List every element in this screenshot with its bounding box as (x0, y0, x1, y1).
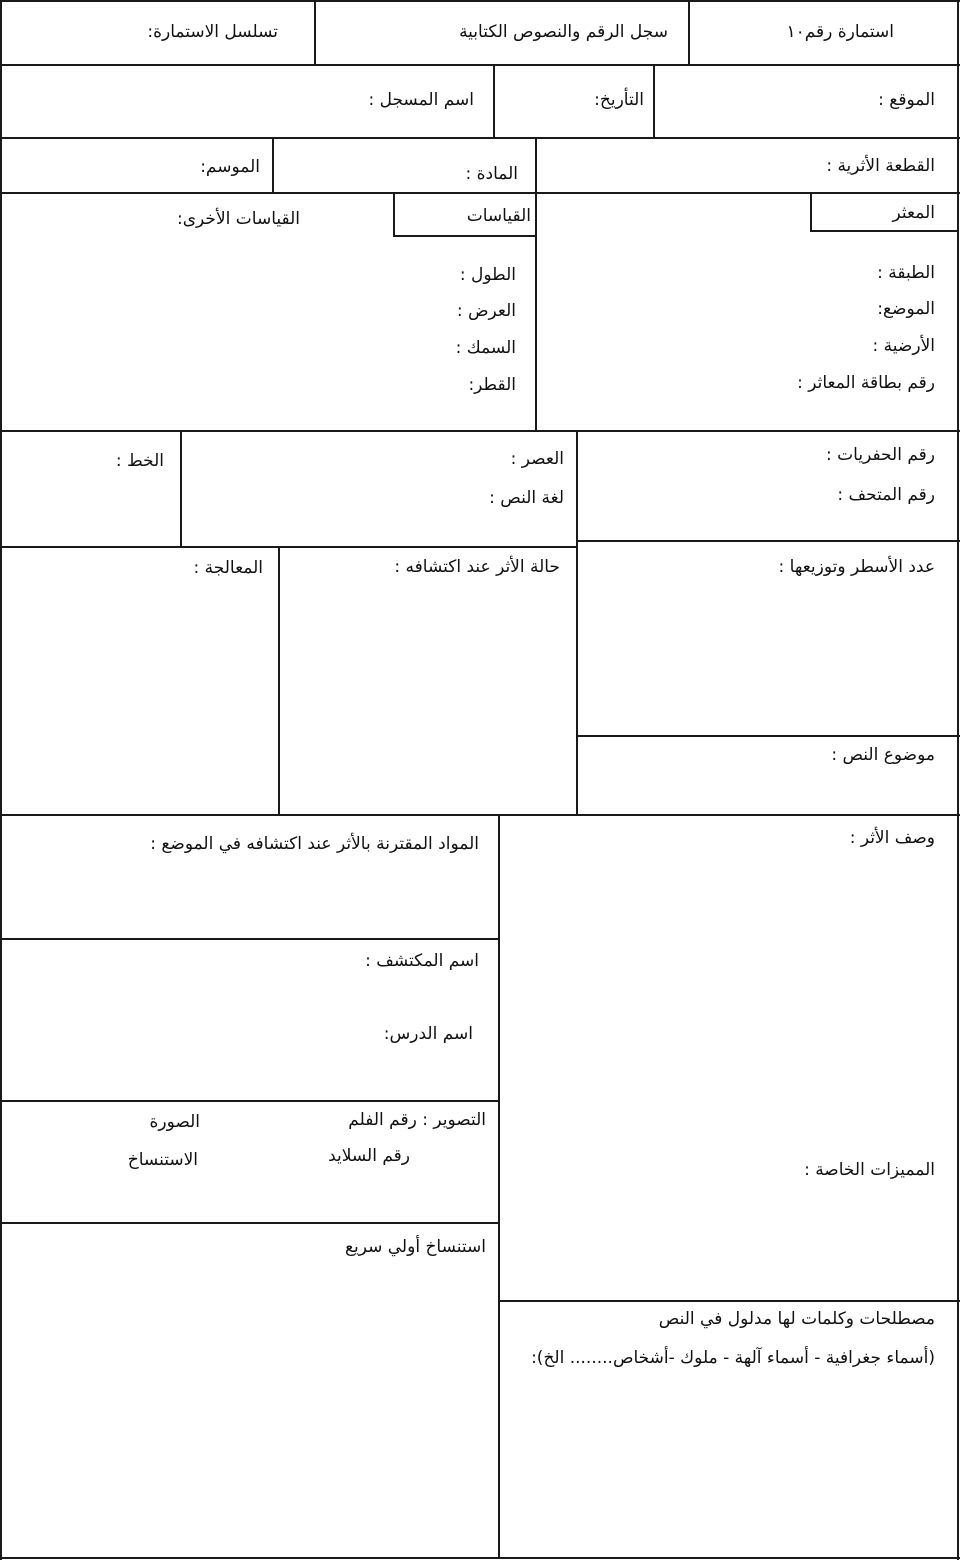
significant-terms-field[interactable]: (أسماء جغرافية - أسماء آلهة - ملوك -أشخاص........ الخ): (531, 1348, 935, 1368)
diameter-field[interactable]: القطر: (468, 375, 516, 395)
floor-field[interactable]: الأرضية : (872, 336, 935, 356)
width-field[interactable]: العرض : (456, 301, 516, 321)
divider (576, 432, 578, 816)
artifact-description-field[interactable]: وصف الأثر : (849, 828, 935, 848)
divider (180, 432, 182, 548)
material-field[interactable]: المادة : (465, 164, 518, 184)
museum-number-field[interactable]: رقم المتحف : (837, 485, 935, 505)
treatment-field[interactable]: المعالجة : (193, 558, 263, 578)
date-field[interactable]: التأريخ: (594, 90, 644, 110)
findspot-title: المعثر (892, 203, 935, 223)
divider (810, 194, 812, 232)
divider (0, 430, 960, 432)
divider (272, 137, 274, 194)
length-field[interactable]: الطول : (459, 265, 516, 285)
divider (810, 230, 957, 232)
divider (0, 814, 960, 816)
divider (0, 192, 960, 194)
divider (493, 64, 495, 139)
artifact-field[interactable]: القطعة الأثرية : (826, 156, 935, 176)
associated-materials-field[interactable]: المواد المقترنة بالأثر عند اكتشافه في الموضع : (150, 834, 479, 854)
position-field[interactable]: الموضع: (877, 299, 935, 319)
divider (0, 1100, 500, 1102)
text-language-field[interactable]: لغة النص : (489, 488, 564, 508)
divider (0, 64, 960, 66)
copy-label: الاستنساخ (127, 1150, 198, 1170)
divider (498, 816, 500, 1558)
slide-number-field[interactable]: رقم السلايد (328, 1146, 410, 1166)
border-top (0, 0, 960, 2)
divider (0, 137, 960, 139)
divider (535, 137, 537, 432)
findspot-card-number-field[interactable]: رقم بطاقة المعاثر : (797, 373, 935, 393)
special-features-field[interactable]: المميزات الخاصة : (804, 1160, 935, 1180)
divider (653, 64, 655, 139)
thickness-field[interactable]: السمك : (455, 338, 516, 358)
text-subject-field[interactable]: موضوع النص : (831, 745, 935, 765)
lines-count-field[interactable]: عدد الأسطر وتوزيعها : (778, 557, 935, 577)
divider (576, 540, 960, 542)
measurements-title: القياسات (466, 206, 531, 226)
significant-terms-title: مصطلحات وكلمات لها مدلول في النص (658, 1309, 935, 1329)
recorder-name-field[interactable]: اسم المسجل : (368, 90, 474, 110)
divider (498, 1300, 960, 1302)
script-field[interactable]: الخط : (115, 451, 164, 471)
divider (0, 1222, 500, 1224)
border-right (957, 0, 959, 1560)
season-field[interactable]: الموسم: (200, 157, 260, 177)
form-number: استمارة رقم١٠ (786, 22, 894, 42)
divider (576, 735, 960, 737)
excavation-number-field[interactable]: رقم الحفريات : (826, 445, 935, 465)
divider (0, 546, 578, 548)
photo-label: الصورة (149, 1112, 200, 1132)
register-title: سجل الرقم والنصوص الكتابية (459, 22, 668, 42)
photography-film-number-field[interactable]: التصوير : رقم الفلم (348, 1110, 486, 1130)
season-name-field[interactable]: اسم الدرس: (383, 1024, 473, 1044)
divider (688, 0, 690, 66)
border-left (0, 0, 2, 1560)
divider (0, 938, 500, 940)
other-measurements-field[interactable]: القياسات الأخرى: (177, 209, 300, 229)
layer-field[interactable]: الطبقة : (877, 263, 935, 283)
quick-copy-field[interactable]: استنساخ أولي سريع (344, 1237, 486, 1257)
discoverer-name-field[interactable]: اسم المكتشف : (365, 951, 479, 971)
border-bottom (0, 1557, 960, 1559)
divider (278, 548, 280, 816)
divider (393, 235, 536, 237)
divider (393, 194, 395, 237)
site-field[interactable]: الموقع : (878, 90, 935, 110)
condition-on-discovery-field[interactable]: حالة الأثر عند اكتشافه : (394, 557, 560, 577)
divider (314, 0, 316, 66)
form-serial-field[interactable]: تسلسل الاستمارة: (147, 22, 278, 42)
period-field[interactable]: العصر : (510, 449, 564, 469)
